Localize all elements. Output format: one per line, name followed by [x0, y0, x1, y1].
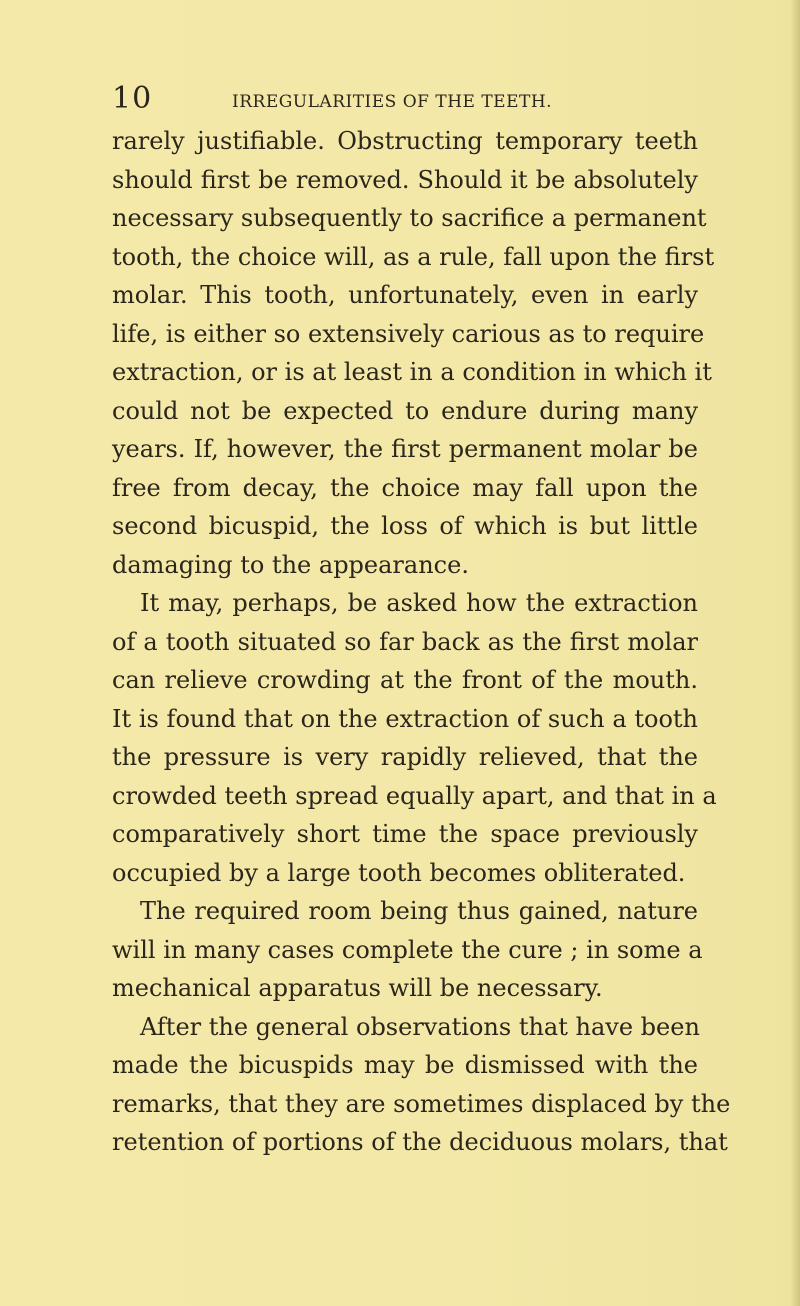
text-line: tooth, the choice will, as a rule, fall upon the first — [112, 242, 715, 271]
text-line: remarks, that they are sometimes displaced by the — [112, 1089, 731, 1118]
text-line: It may, perhaps, be asked how the extraction — [140, 589, 698, 617]
text-line: could not be expected to endure during many — [112, 396, 698, 425]
text-line: The required room being thus gained, nature — [140, 897, 698, 925]
text-line: molar. This tooth, unfortunately, even in early — [112, 281, 698, 309]
text-line: the pressure is very rapidly relieved, that the — [112, 743, 698, 771]
text-line: second bicuspid, the loss of which is but little — [112, 512, 698, 540]
text-line: should first be removed. Should it be absolutely — [112, 165, 698, 194]
text-line: can relieve crowding at the front of the mouth. — [112, 666, 698, 694]
text-line: After the general observations that have been — [140, 1012, 700, 1041]
text-line: of a tooth situated so far back as the first molar — [112, 627, 698, 656]
text-line: extraction, or is at least in a condition in which it — [112, 358, 712, 386]
text-line: years. If, however, the first permanent molar be — [112, 435, 698, 463]
text-line: comparatively short time the space previously — [112, 820, 698, 848]
text-line: retention of portions of the deciduous molars, that — [112, 1128, 728, 1156]
text-line: occupied by a large tooth becomes obliterated. — [112, 858, 686, 887]
text-line: rarely justifiable. Obstructing temporary teeth — [112, 127, 698, 155]
text-line: crowded teeth spread equally apart, and that in a — [112, 781, 717, 810]
page-number: 10 — [112, 81, 153, 116]
text-line: will in many cases complete the cure ; in some a — [112, 935, 703, 964]
text-line: mechanical apparatus will be necessary. — [112, 974, 603, 1002]
body-text — [112, 122, 731, 1162]
text-line: life, is either so extensively carious as to require — [112, 319, 705, 348]
page-header — [112, 82, 632, 118]
text-line: It is found that on the extraction of such a tooth — [112, 704, 698, 733]
text-line: made the bicuspids may be dismissed with the — [112, 1051, 698, 1079]
running-head: IRREGULARITIES OF THE TEETH. — [232, 92, 553, 112]
page-edge-shadow — [790, 0, 800, 1306]
text-line: damaging to the appearance. — [112, 550, 469, 579]
text-line: free from decay, the choice may fall upon the — [112, 473, 698, 502]
text-line: necessary subsequently to sacrifice a permanent — [112, 204, 707, 232]
